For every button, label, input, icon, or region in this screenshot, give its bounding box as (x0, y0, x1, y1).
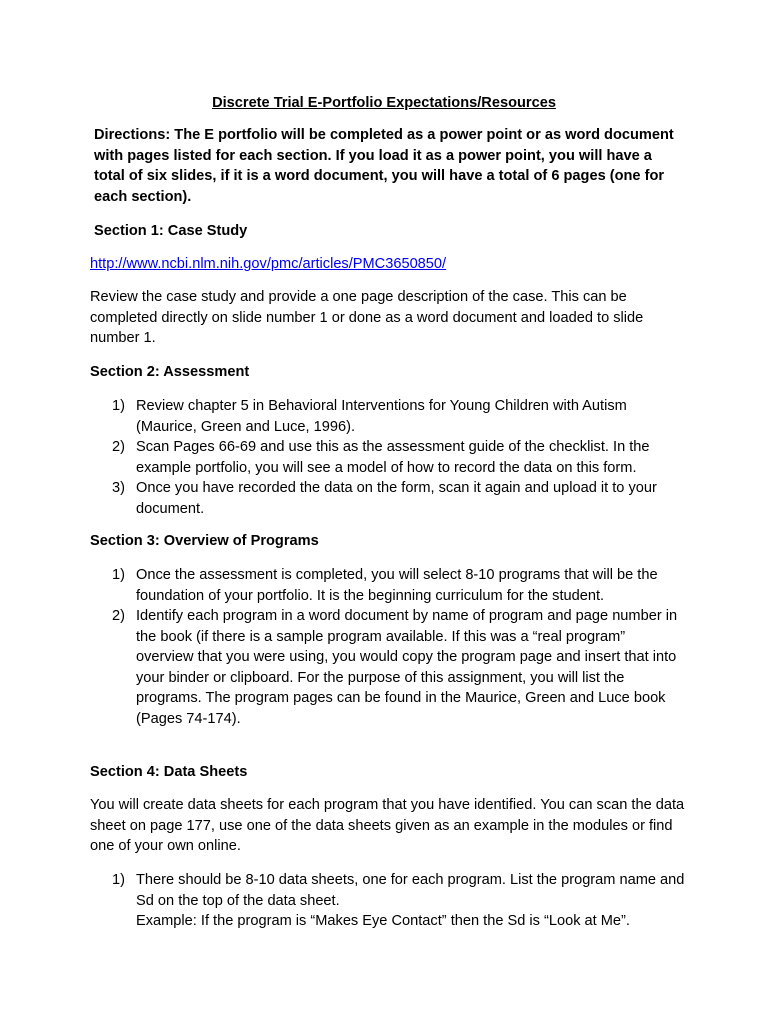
list-item-text: There should be 8-10 data sheets, one for each program. List the program name and Sd on the top of the data sheet. (136, 872, 685, 909)
list-number: 2) (112, 608, 125, 624)
section1-body: Review the case study and provide a one page description of the case. This can be completed directly on slide number 1 or done as a word document and loaded to slide number 1. (90, 289, 644, 346)
list-item (90, 396, 686, 437)
section2-heading: Section 2: Assessment (90, 364, 250, 380)
section4-body: You will create data sheets for each program that you have identified. You can scan the data sheet on page 177, use one of the data sheets given as an example in the modules or find one of your own online. (90, 797, 685, 854)
list-item-text: Identify each program in a word document by name of program and page number in the book (if there is a sample program available. If this was a “real program” overview that you were using, you would copy the program page and insert that into your binder or clipboard. For the purpose of this assignment, you will list the programs. The program pages can be found in the Maurice, Green and Luce book (Pages 74-174). (136, 608, 678, 727)
list-item (90, 478, 686, 519)
list-item-text: Scan Pages 66-69 and use this as the assessment guide of the checklist. In the example portfolio, you will see a model of how to record the data on this form. (136, 439, 650, 476)
list-item (90, 437, 686, 478)
list-item (90, 565, 686, 606)
section3-list (90, 565, 686, 729)
section4-list (90, 870, 686, 932)
list-item-text: Once the assessment is completed, you will select 8-10 programs that will be the foundation of your portfolio. It is the beginning curriculum for the student. (136, 567, 658, 604)
example-line: Example: If the program is “Makes Eye Contact” then the Sd is “Look at Me”. (136, 913, 630, 929)
list-number: 1) (112, 398, 125, 414)
list-item-text: Review chapter 5 in Behavioral Interventions for Young Children with Autism (Maurice, Green and Luce, 1996). (136, 398, 627, 435)
list-item (90, 870, 686, 932)
list-item (90, 606, 686, 729)
section3-heading: Section 3: Overview of Programs (90, 533, 319, 549)
directions-paragraph: Directions: The E portfolio will be completed as a power point or as word document with pages listed for each section. If you load it as a power point, you will have a total of six slides, if it is a word document, you will have a total of 6 pages (one for each section). (94, 127, 674, 205)
list-number: 3) (112, 480, 125, 496)
list-number: 2) (112, 439, 125, 455)
section1-heading: Section 1: Case Study (94, 223, 248, 239)
case-study-link[interactable]: http://www.ncbi.nlm.nih.gov/pmc/articles/PMC3650850/ (90, 256, 447, 272)
list-number: 1) (112, 567, 125, 583)
list-item-text: Once you have recorded the data on the form, scan it again and upload it to your document. (136, 480, 657, 517)
document-title: Discrete Trial E-Portfolio Expectations/Resources (212, 95, 556, 111)
section2-list (90, 396, 686, 519)
section4-heading: Section 4: Data Sheets (90, 764, 248, 780)
list-number: 1) (112, 872, 125, 888)
